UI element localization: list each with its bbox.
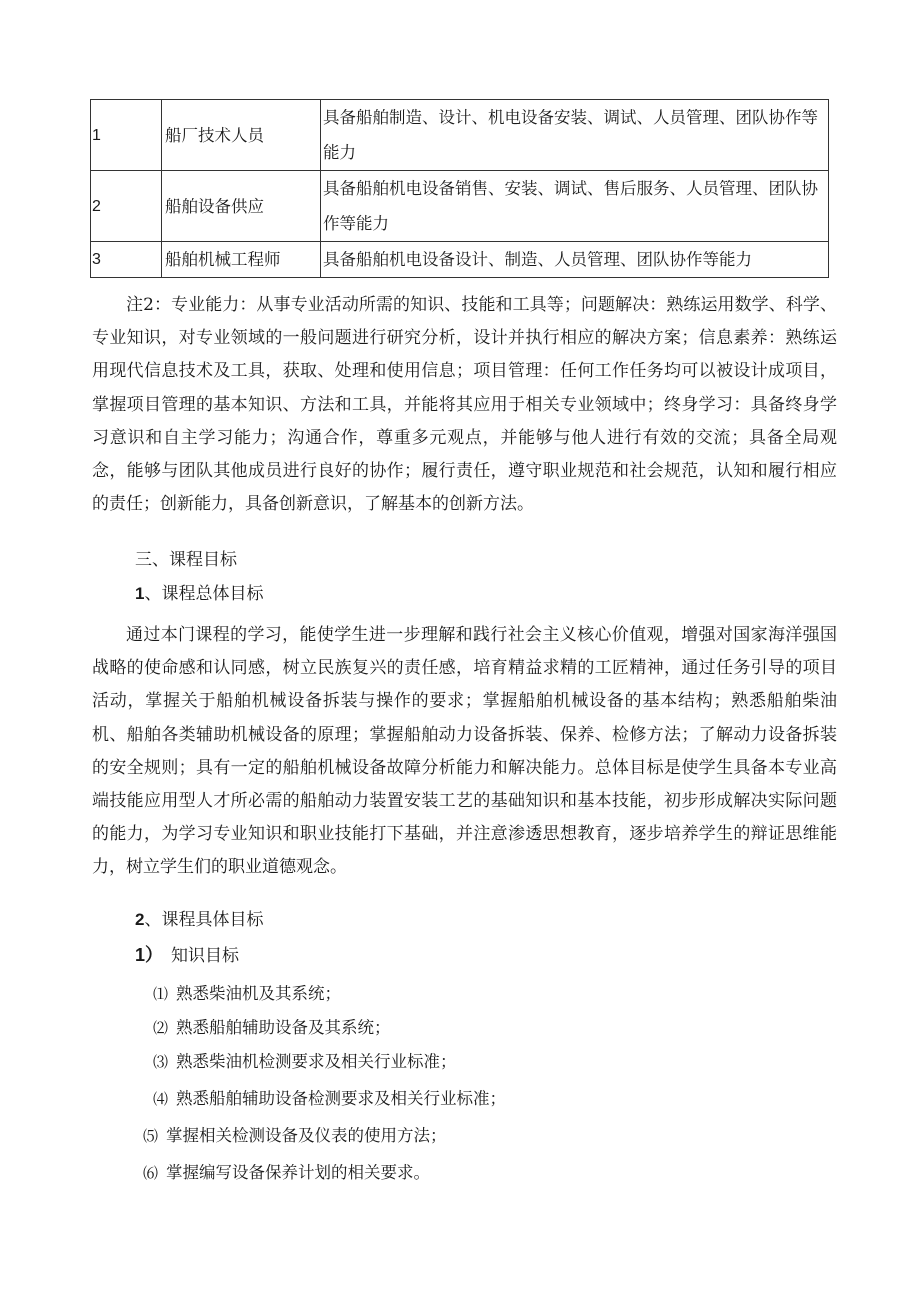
knowledge-item: [143, 1158, 430, 1189]
note-2-paragraph: 注2：专业能力：从事专业活动所需的知识、技能和工具等；问题解决：熟练运用数学、科学、专业知识，对专业领域的一般问题进行研究分析，设计并执行相应的解决方案；信息素养：熟练运用现代信息技术及工具，获取、处理和使用信息；项目管理：任何工作任务均可以被设计成项目，掌握项目管理的基本知识、方法和工具，并能将其应用于相关专业领域中；终身学习：具备终身学习意识和自主学习能力；沟通合作，尊重多元观点，并能够与他人进行有效的交流；具备全局观念，能够与团队其他成员进行良好的协作；履行责任，遵守职业规范和社会规范，认知和履行相应的责任；创新能力，具备创新意识，了解基本的创新方法。: [92, 295, 837, 515]
knowledge-item: [153, 979, 341, 1010]
job-role: 船舶设备供应: [162, 171, 321, 242]
job-roles-table: [90, 99, 829, 278]
item-number: ⑵: [153, 1020, 169, 1037]
required-ability: 具备船舶制造、设计、机电设备安装、调试、人员管理、团队协作等能力: [321, 100, 829, 171]
knowledge-item: [153, 1013, 391, 1044]
item-number: ⑷: [153, 1091, 169, 1108]
heading-number: 2: [135, 910, 145, 929]
row-number: 1: [91, 100, 162, 171]
knowledge-item: [143, 1121, 447, 1152]
item-text: 熟悉船舶辅助设备及其系统；: [176, 1018, 391, 1037]
row-number: 3: [91, 242, 162, 278]
heading-text: 、课程总体目标: [144, 584, 264, 604]
knowledge-goal-heading: [135, 940, 239, 971]
item-text: 掌握相关检测设备及仪表的使用方法；: [166, 1126, 447, 1145]
item-number: ⑴: [153, 986, 169, 1003]
section-3-heading: 三、课程目标: [135, 550, 237, 570]
table-row: [91, 100, 829, 171]
knowledge-item: [153, 1084, 506, 1115]
overall-goal-heading: [135, 579, 263, 609]
specific-goal-heading: [135, 905, 263, 935]
item-number: ⑹: [143, 1165, 159, 1182]
job-role: 船舶机械工程师: [162, 242, 321, 278]
knowledge-item: [153, 1047, 457, 1078]
item-number: ⑶: [153, 1054, 169, 1071]
overall-goal-paragraph: 通过本门课程的学习，能使学生进一步理解和践行社会主义核心价值观，增强对国家海洋强国战略的使命感和认同感，树立民族复兴的责任感，培育精益求精的工匠精神，通过任务引导的项目活动，掌握关于船舶机械设备拆装与操作的要求；掌握船舶机械设备的基本结构；熟悉船舶柴油机、船舶各类辅助机械设备的原理；掌握船舶动力设备拆装、保养、检修方法；了解动力设备拆装的安全规则；具有一定的船舶机械设备故障分析能力和解决能力。总体目标是使学生具备本专业高端技能应用型人才所必需的船舶动力装置安装工艺的基础知识和基本技能，初步形成解决实际问题的能力，为学习专业知识和职业技能打下基础，并注意渗透思想教育，逐步培养学生的辩证思维能力，树立学生们的职业道德观念。: [92, 625, 837, 878]
item-text: 熟悉柴油机及其系统；: [176, 984, 342, 1003]
table-row: [91, 242, 829, 278]
heading-text: 知识目标: [171, 946, 240, 966]
table-row: [91, 171, 829, 242]
heading-number: 1: [135, 584, 145, 603]
row-number: 2: [91, 171, 162, 242]
item-text: 熟悉船舶辅助设备检测要求及相关行业标准；: [176, 1089, 507, 1108]
item-number: ⑸: [143, 1128, 159, 1145]
item-text: 掌握编写设备保养计划的相关要求。: [166, 1163, 431, 1182]
item-text: 熟悉柴油机检测要求及相关行业标准；: [176, 1052, 457, 1071]
heading-number: 1）: [135, 945, 164, 965]
required-ability: 具备船舶机电设备设计、制造、人员管理、团队协作等能力: [321, 242, 829, 278]
required-ability: 具备船舶机电设备销售、安装、调试、售后服务、人员管理、团队协作等能力: [321, 171, 829, 242]
heading-text: 、课程具体目标: [144, 910, 264, 930]
job-role: 船厂技术人员: [162, 100, 321, 171]
